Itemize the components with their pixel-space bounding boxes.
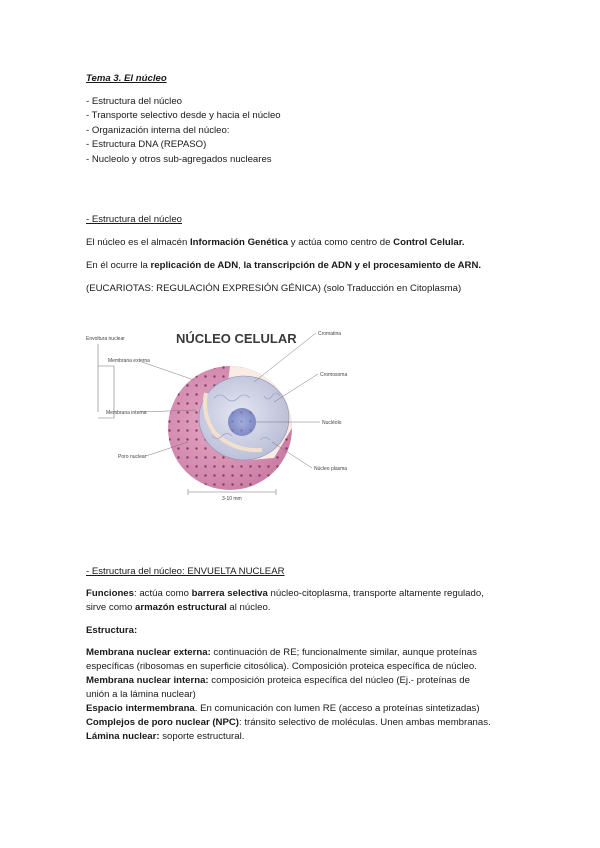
paragraph: (EUCARIOTAS: REGULACIÓN EXPRESIÓN GÉNICA) (solo Traducción en Citoplasma) [86,283,462,294]
label-membrana-externa: Membrana externa [108,358,150,364]
toc-item: - Estructura DNA (REPASO) [86,139,207,150]
list-item-cont: específicas (ribosomas en superficie citosólica). Composición proteica específica de núcleo. [86,661,477,672]
section-heading: - Estructura del núcleo [86,214,182,225]
label-nucleolo: Nucléolo [322,420,342,426]
label-cromatina: Cromatina [318,331,342,337]
figure-title: NÚCLEO CELULAR [176,331,297,346]
list-item: Membrana nuclear externa: continuación de RE; funcionalmente similar, aunque proteínas [86,647,477,658]
paragraph-funciones: Funciones: actúa como barrera selectiva núcleo-citoplasma, transporte altamente regulado, [86,588,484,599]
label-envoltura: Envoltura nuclear [86,336,125,342]
label-membrana-interna: Membrana interna [106,410,147,416]
label-poro: Poro nuclear [118,454,147,460]
list-item: Complejos de poro nuclear (NPC): tránsito selectivo de moléculas. Unen ambas membranas. [86,717,491,728]
toc-item: - Estructura del núcleo [86,96,182,107]
nucleus-figure [84,318,374,506]
toc-item: - Transporte selectivo desde y hacia el núcleo [86,110,281,121]
paragraph-funciones: sirve como armazón estructural al núcleo. [86,602,271,613]
label-scale: 3-10 mm [222,496,242,502]
section-heading: - Estructura del núcleo: ENVUELTA NUCLEAR [86,566,285,577]
toc-item: - Nucleolo y otros sub-agregados nucleares [86,154,272,165]
paragraph: En él ocurre la replicación de ADN, la transcripción de ADN y el procesamiento de ARN. [86,260,482,271]
list-item: Membrana nuclear interna: composición proteica específica del núcleo (Ej.- proteínas de [86,675,470,686]
label-nucleoplasma: Núcleo plasma [314,466,348,472]
estructura-label: Estructura: [86,625,138,636]
nucleus-diagram [84,318,374,506]
list-item-cont: unión a la lámina nuclear) [86,689,196,700]
list-item: Espacio intermembrana. En comunicación con lumen RE (acceso a proteínas sintetizadas) [86,703,480,714]
page-title: Tema 3. El núcleo [86,73,167,84]
toc-item: - Organización interna del núcleo: [86,125,230,136]
label-cromosoma: Cromosoma [320,372,348,378]
list-item: Lámina nuclear: soporte estructural. [86,731,245,742]
paragraph: El núcleo es el almacén Información Genética y actúa como centro de Control Celular. [86,237,465,248]
